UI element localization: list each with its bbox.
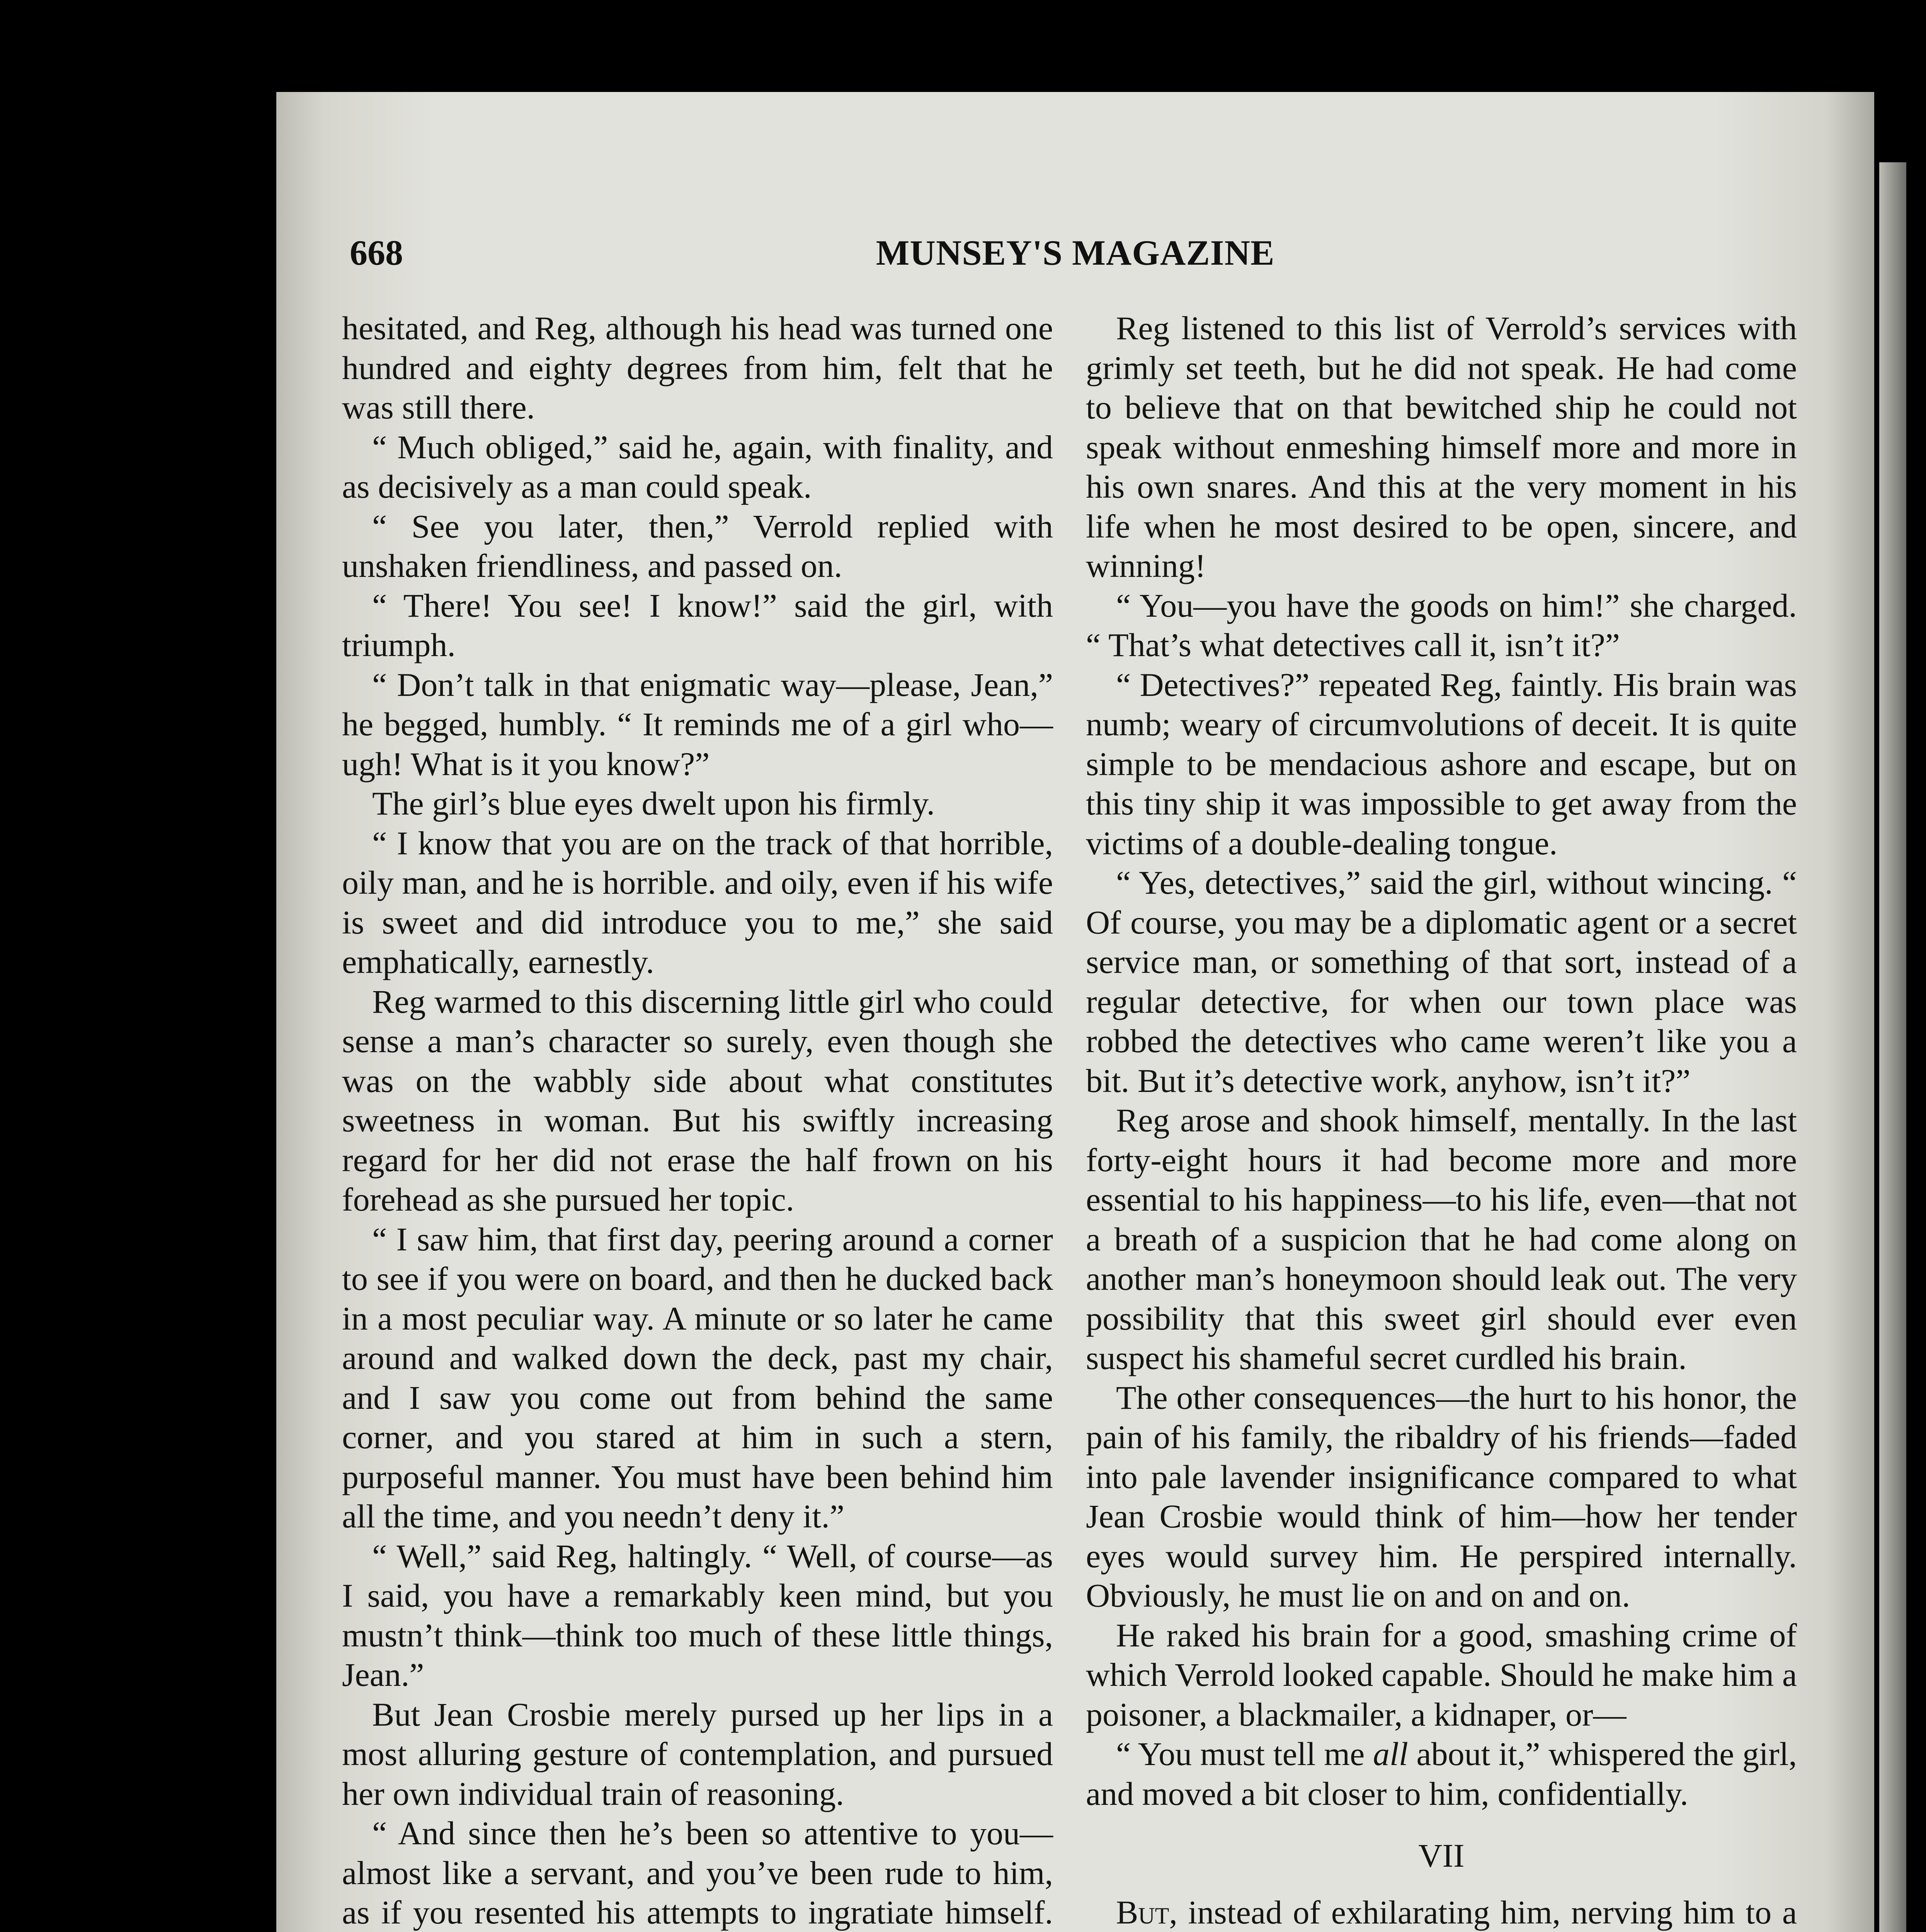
paragraph: “ See you later, then,” Verrold replied with unshaken friendliness, and passed on. — [342, 507, 1053, 584]
paragraph: “ I saw him, that first day, peering around a corner to see if you were on board, and then he ducked back in a most peculiar way. A minute or so later he came around and walked down the deck, past my chair, and I saw you come out from behind the same corner, and you stared at him in such a stern, purposeful manner. You must have been behind him all the time, and you needn’t deny it.” — [342, 1220, 1053, 1535]
paragraph: The girl’s blue eyes dwelt upon his firmly. — [372, 785, 935, 822]
emphasis: all — [1373, 1735, 1408, 1772]
paragraph: He raked his brain for a good, smashing crime of which Verrold looked capable. Should he make him a poisoner, a blackmailer, a kidnaper, or— — [1086, 1616, 1797, 1733]
magazine-title: MUNSEY'S MAGAZINE — [876, 233, 1275, 272]
paragraph: “ And since then he’s been so attentive to you—almost like a servant, and you’ve been rude to him, as if you resented his attempts to ingratiate himself. — [342, 1815, 1053, 1931]
page-header — [276, 232, 1874, 310]
paragraph: “ You—you have the goods on him!” she charged. “ That’s what detectives call it, isn’t it?” — [1086, 587, 1797, 663]
paragraph: “ Well,” said Reg, haltingly. “ Well, of course—as I said, you have a remarkably keen mind, but you mustn’t think—think too much of these little things, Jean.” — [342, 1537, 1053, 1693]
page-number: 668 — [350, 233, 403, 272]
paragraph: But Jean Crosbie merely pursed up her lips in a most alluring gesture of contemplation, and pursued her own individual train of reasoning. — [342, 1696, 1053, 1812]
left-column — [342, 308, 1053, 1932]
paragraph-whisper — [1086, 1734, 1797, 1813]
paragraph: Reg arose and shook himself, mentally. In the last forty-eight hours it had become more and more essential to his happiness—to his life, even—that not a breath of a suspicion that he had come along on another man’s honeymoon should leak out. The very possibility that this sweet girl should ever even suspect his shameful secret curdled his brain. — [1086, 1102, 1797, 1376]
text-run: “ You must tell me — [1116, 1735, 1373, 1772]
text-run: about it,” whispered the girl, and moved a bit closer to him, confidentially. — [1086, 1735, 1797, 1812]
next-page-edge — [1879, 162, 1906, 1932]
paragraph: hesitated, and Reg, although his head was turned one hundred and eighty degrees from him, felt that he was still there. — [342, 310, 1053, 426]
right-column — [1086, 308, 1797, 1932]
paragraph: “ Much obliged,” said he, again, with finality, and as decisively as a man could speak. — [342, 428, 1053, 505]
paragraph: “ There! You see! I know!” said the girl, with triumph. — [342, 587, 1053, 663]
paragraph: Reg listened to this list of Verrold’s services with grimly set teeth, but he did not speak. He had come to believe that on that bewitched ship he could not speak without enmeshing himself more and more in his own snares. And this at the very moment in his life when he most desired to be open, sincere, and winning! — [1086, 310, 1797, 584]
paragraph-section-start — [1086, 1893, 1797, 1932]
paragraph: “ I know that you are on the track of that horrible, oily man, and he is horrible. and oily, even if his wife is sweet and did introduce you to me,” she said emphatically, earnestly. — [342, 824, 1053, 980]
paragraph: “ Detectives?” repeated Reg, faintly. His brain was numb; weary of circumvolutions of deceit. It is quite simple to be mendacious ashore and escape, but on this tiny ship it was impossible to get away from the victims of a double-dealing tongue. — [1086, 666, 1797, 862]
text-run: , instead of exhilarating him, nerving him to a — [1169, 1893, 1797, 1931]
paragraph: Reg warmed to this discerning little girl who could sense a man’s character so surely, even though she was on the wabbly side about what constitutes sweetness in woman. But his swiftly increasing regard for her did not erase the half frown on his forehead as she pursued her topic. — [342, 983, 1053, 1218]
paragraph: The other consequences—the hurt to his honor, the pain of his family, the ribaldry of his friends—faded into pale lavender insignificance compared to what Jean Crosbie would think of him—how her tender eyes would survey him. He perspired internally. Obviously, he must lie on and on and on. — [1086, 1379, 1797, 1614]
paragraph: “ Don’t talk in that enigmatic way—please, Jean,” he begged, humbly. “ It reminds me of a girl who—ugh! What is it you know?” — [342, 666, 1053, 782]
section-heading: VII — [1418, 1837, 1465, 1874]
lead-word: But — [1116, 1893, 1169, 1931]
paragraph: “ Yes, detectives,” said the girl, without wincing. “ Of course, you may be a diplomatic agent or a secret service man, or something of that sort, instead of a regular detective, for when our town place was robbed the detectives who came weren’t like you a bit. But it’s detective work, anyhow, isn’t it?” — [1086, 864, 1797, 1099]
magazine-page — [276, 92, 1874, 1932]
